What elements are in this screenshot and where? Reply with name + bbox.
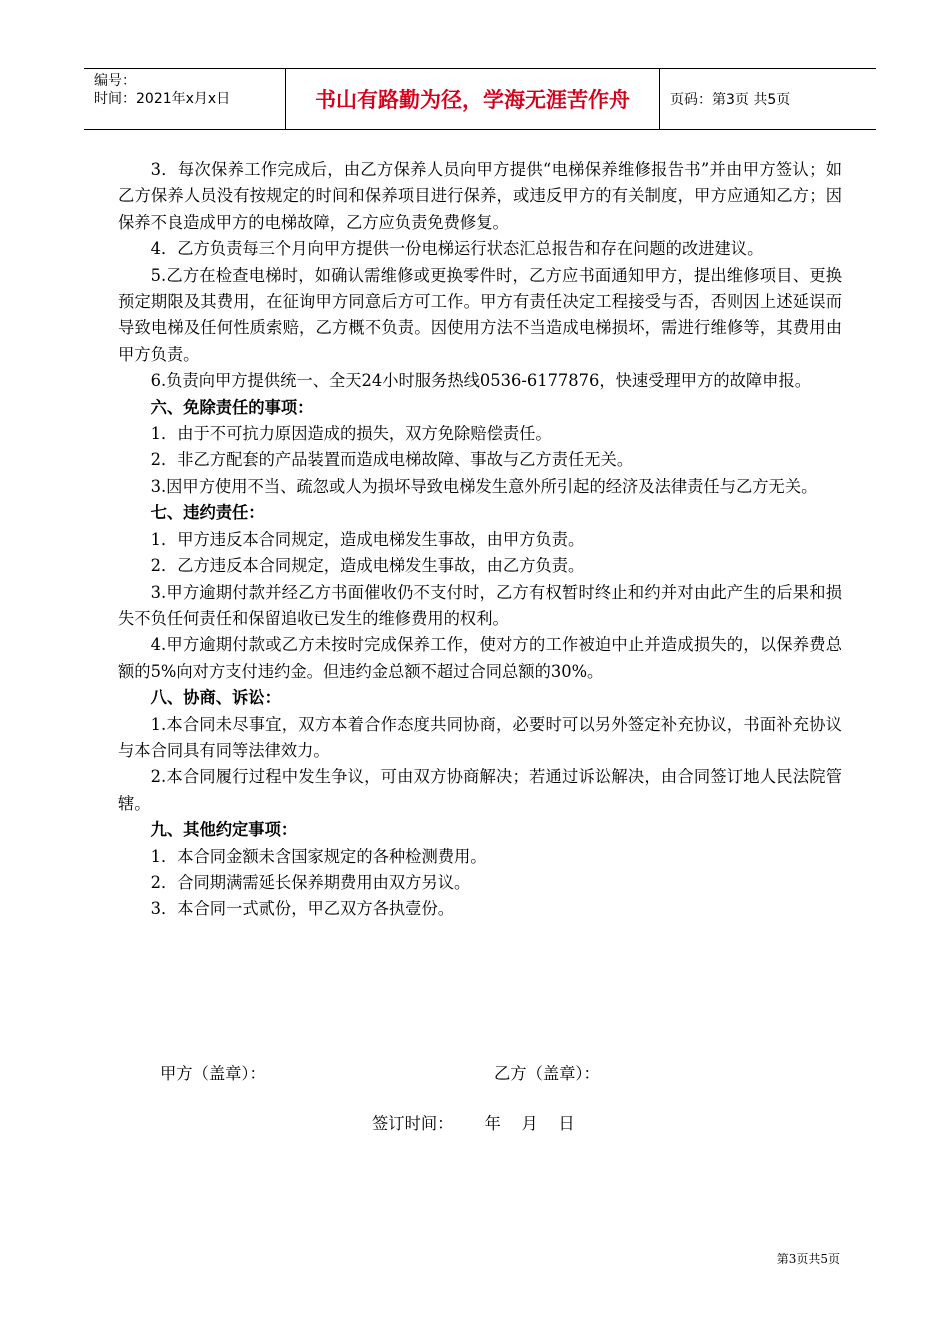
clause-paragraph: 1.本合同未尽事宜，双方本着合作态度共同协商，必要时可以另外签定补充协议，书面补充协议与本合同具有同等法律效力。 xyxy=(118,714,842,760)
header-meta xyxy=(84,69,286,129)
clause-paragraph: 4.甲方逾期付款或乙方未按时完成保养工作，使对方的工作被迫中止并造成损失的，以保养费总额的5%向对方支付违约金。但违约金总额不超过合同总额的30%。 xyxy=(118,635,842,681)
contract-body xyxy=(118,157,842,923)
clause-paragraph: 3.甲方逾期付款并经乙方书面催收仍不支付时，乙方有权暂时终止和约并对由此产生的后果和损失不负任何责任和保留追收已发生的维修费用的权利。 xyxy=(118,582,842,628)
header-page-info: 页码：第3页 共5页 xyxy=(670,92,791,108)
clause-paragraph: 3.因甲方使用不当、疏忽或人为损坏导致电梯发生意外所引起的经济及法律责任与乙方无关。 xyxy=(150,476,818,496)
document-number-label: 编号： xyxy=(94,73,136,89)
clause-paragraph: 2．非乙方配套的产品装置而造成电梯故障、事故与乙方责任无关。 xyxy=(150,450,634,470)
page-header xyxy=(84,68,876,130)
clause-paragraph: 4．乙方负责每三个月向甲方提供一份电梯运行状态汇总报告和存在问题的改进建议。 xyxy=(150,239,764,259)
clause-paragraph: 2.本合同履行过程中发生争议，可由双方协商解决；若通过诉讼解决，由合同签订地人民法院管辖。 xyxy=(118,767,842,813)
clause-paragraph: 3．每次保养工作完成后，由乙方保养人员向甲方提供“电梯保养维修报告书”并由甲方签认；如乙方保养人员没有按规定的时间和保养项目进行保养，或违反甲方的有关制度，甲方应通知乙方；因保养不良造成甲方的电梯故障，乙方应负责免费修复。 xyxy=(118,160,842,232)
document-time-label: 时间：2021年x月x日 xyxy=(94,91,231,107)
clause-paragraph: 6.负责向甲方提供统一、全天24小时服务热线0536-6177876，快速受理甲方的故障申报。 xyxy=(150,371,812,391)
section-heading: 八、协商、诉讼： xyxy=(150,688,281,708)
section-heading: 九、其他约定事项： xyxy=(150,820,298,840)
section-heading: 六、免除责任的事项： xyxy=(150,397,314,417)
clause-paragraph: 1．由于不可抗力原因造成的损失，双方免除赔偿责任。 xyxy=(150,424,552,444)
signing-date-line: 签订时间： 年 月 日 xyxy=(372,1114,575,1133)
party-a-seal-label: 甲方（盖章）： xyxy=(160,1064,266,1083)
clause-paragraph: 2．合同期满需延长保养期费用由双方另议。 xyxy=(150,872,471,892)
party-b-seal-label: 乙方（盖章）： xyxy=(494,1064,600,1083)
section-heading: 七、违约责任： xyxy=(150,503,265,523)
clause-paragraph: 5.乙方在检查电梯时，如确认需维修或更换零件时，乙方应书面通知甲方，提出维修项目、更换预定期限及其费用，在征询甲方同意后方可工作。甲方有责任决定工程接受与否，否则因上述延误而导致电梯及任何性质索赔，乙方概不负责。因使用方法不当造成电梯损坏，需进行维修等，其费用由甲方负责。 xyxy=(118,265,842,364)
clause-paragraph: 1．本合同金额未含国家规定的各种检测费用。 xyxy=(150,846,487,866)
page-footer-number: 第3页共5页 xyxy=(776,1252,840,1266)
header-motto: 书山有路勤为径，学海无涯苦作舟 xyxy=(286,69,660,129)
clause-paragraph: 3．本合同一式贰份，甲乙双方各执壹份。 xyxy=(150,899,455,919)
clause-paragraph: 2．乙方违反本合同规定，造成电梯发生事故，由乙方负责。 xyxy=(150,556,585,576)
clause-paragraph: 1．甲方违反本合同规定，造成电梯发生事故，由甲方负责。 xyxy=(150,529,585,549)
